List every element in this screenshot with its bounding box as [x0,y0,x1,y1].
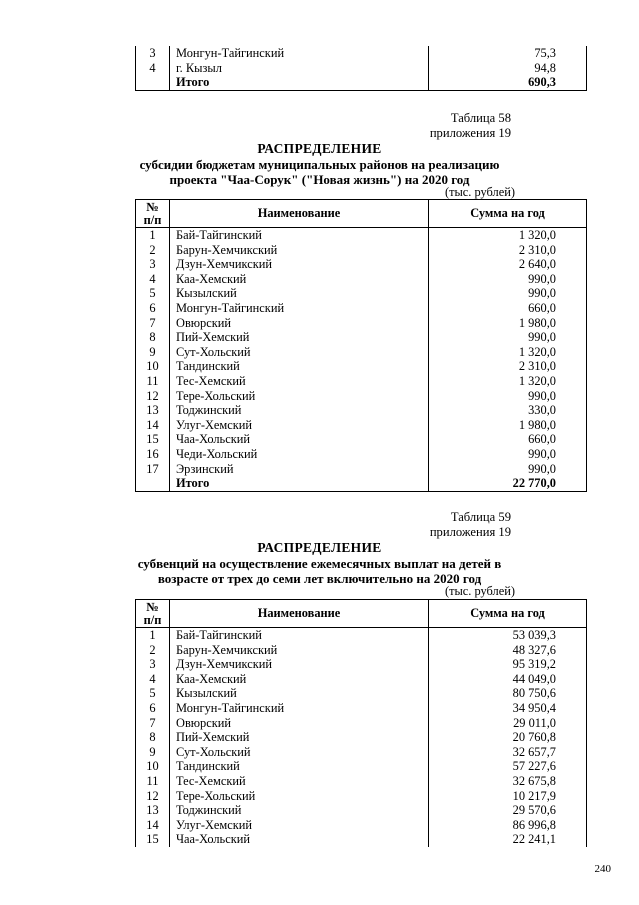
row-number: 8 [136,330,170,345]
row-name: Тес-Хемский [170,774,429,789]
table-row [136,316,587,331]
row-number: 7 [136,316,170,331]
table-subtitle-line-2: проекта "Чаа-Сорук" ("Новая жизнь") на 2020 год [169,172,470,187]
table-row [136,61,587,76]
table-row [136,447,587,462]
table-row [136,701,587,716]
row-sum: 22 770,0 [429,476,587,491]
row-name: Каа-Хемский [170,672,429,687]
row-number: 1 [136,228,170,243]
row-name: Сут-Хольский [170,345,429,360]
row-number [136,75,170,90]
table-row [136,389,587,404]
total-row [136,476,587,491]
row-sum: 660,0 [429,301,587,316]
row-sum: 32 657,7 [429,745,587,760]
table-row [136,243,587,258]
row-number: 12 [136,389,170,404]
row-sum: 44 049,0 [429,672,587,687]
table-body [136,228,587,492]
row-sum: 53 039,3 [429,628,587,643]
table-row [136,716,587,731]
table-heading [0,141,639,188]
row-number: 13 [136,403,170,418]
row-number: 5 [136,686,170,701]
row-number: 3 [136,657,170,672]
continued-table [135,46,587,91]
table-row [136,730,587,745]
table-title: РАСПРЕДЕЛЕНИЕ [257,141,382,156]
row-number: 16 [136,447,170,462]
row-name: Тес-Хемский [170,374,429,389]
row-name: г. Кызыл [170,61,429,76]
row-sum: 22 241,1 [429,832,587,847]
header-number-text: № п/п [143,199,162,227]
row-name: Кызылский [170,286,429,301]
row-sum: 990,0 [429,389,587,404]
row-name: Тандинский [170,759,429,774]
row-name: Пий-Хемский [170,330,429,345]
total-row [136,75,587,90]
row-name: Дзун-Хемчикский [170,657,429,672]
row-name: Бай-Тайгинский [170,228,429,243]
header-sum: Сумма на год [429,200,587,228]
header-sum: Сумма на год [429,600,587,628]
row-sum: 1 320,0 [429,374,587,389]
table-header [136,600,587,628]
table-row [136,272,587,287]
row-sum: 48 327,6 [429,643,587,658]
table-body [136,628,587,847]
table-row [136,257,587,272]
row-sum: 29 011,0 [429,716,587,731]
table-subtitle-line-1: субсидии бюджетам муниципальных районов на реализацию [139,156,500,172]
row-name: Каа-Хемский [170,272,429,287]
table-row [136,643,587,658]
table-number: Таблица 58 [450,111,511,125]
row-number: 14 [136,818,170,833]
row-name: Тере-Хольский [170,389,429,404]
row-name: Барун-Хемчикский [170,243,429,258]
row-sum: 330,0 [429,403,587,418]
row-number: 11 [136,374,170,389]
row-name: Монгун-Тайгинский [170,701,429,716]
row-name: Тоджинский [170,403,429,418]
subvention-table [135,599,587,847]
row-name: Чеди-Хольский [170,447,429,462]
units-label: (тыс. рублей) [444,584,515,598]
row-number: 5 [136,286,170,301]
row-number: 6 [136,301,170,316]
row-number: 15 [136,432,170,447]
row-number: 15 [136,832,170,847]
table-row [136,418,587,433]
table-row [136,759,587,774]
table-body [136,46,587,90]
row-number: 14 [136,418,170,433]
appendix-reference: приложения 19 [429,126,511,140]
row-number: 12 [136,789,170,804]
row-number: 2 [136,643,170,658]
header-name: Наименование [170,600,429,628]
table-subtitle-line-2: возрасте от трех до семи лет включительно на 2020 год [157,571,482,586]
row-number: 3 [136,257,170,272]
table-row [136,774,587,789]
row-sum: 86 996,8 [429,818,587,833]
row-name: Улуг-Хемский [170,818,429,833]
row-name: Овюрский [170,716,429,731]
row-number: 9 [136,345,170,360]
row-sum: 990,0 [429,447,587,462]
row-number: 9 [136,745,170,760]
row-name: Итого [170,476,429,491]
row-sum: 990,0 [429,272,587,287]
row-name: Улуг-Хемский [170,418,429,433]
row-sum: 2 310,0 [429,243,587,258]
table-row [136,46,587,61]
table-row [136,628,587,643]
row-sum: 990,0 [429,330,587,345]
row-name: Барун-Хемчикский [170,643,429,658]
page-number: 240 [594,863,611,875]
row-name: Овюрский [170,316,429,331]
table-row [136,403,587,418]
table-reference [430,111,511,141]
row-name: Тандинский [170,359,429,374]
row-name: Итого [170,75,429,90]
row-number: 17 [136,462,170,477]
table-header [136,200,587,228]
row-sum: 95 319,2 [429,657,587,672]
header-name: Наименование [170,200,429,228]
row-sum: 2 640,0 [429,257,587,272]
table-row [136,432,587,447]
appendix-reference: приложения 19 [429,525,511,539]
row-number [136,476,170,491]
row-number: 11 [136,774,170,789]
table-row [136,745,587,760]
row-name: Пий-Хемский [170,730,429,745]
row-number: 8 [136,730,170,745]
row-sum: 57 227,6 [429,759,587,774]
row-number: 7 [136,716,170,731]
table-row [136,374,587,389]
header-number-text: № п/п [143,599,162,627]
table-row [136,462,587,477]
row-name: Сут-Хольский [170,745,429,760]
row-sum: 10 217,9 [429,789,587,804]
row-number: 1 [136,628,170,643]
units-label: (тыс. рублей) [444,185,515,199]
row-name: Кызылский [170,686,429,701]
row-number: 10 [136,759,170,774]
table-row [136,672,587,687]
row-sum: 690,3 [429,75,587,90]
table-row [136,657,587,672]
row-sum: 1 320,0 [429,228,587,243]
row-sum: 75,3 [429,46,587,61]
header-number [136,200,170,228]
table-row [136,789,587,804]
row-number: 6 [136,701,170,716]
row-sum: 94,8 [429,61,587,76]
table-row [136,286,587,301]
header-number [136,600,170,628]
row-number: 13 [136,803,170,818]
row-sum: 29 570,6 [429,803,587,818]
table-row [136,330,587,345]
table-row [136,818,587,833]
row-number: 4 [136,272,170,287]
row-name: Монгун-Тайгинский [170,46,429,61]
row-sum: 1 980,0 [429,418,587,433]
row-name: Монгун-Тайгинский [170,301,429,316]
row-sum: 80 750,6 [429,686,587,701]
row-name: Чаа-Хольский [170,832,429,847]
row-name: Чаа-Хольский [170,432,429,447]
table-row [136,686,587,701]
row-name: Бай-Тайгинский [170,628,429,643]
row-sum: 660,0 [429,432,587,447]
table-reference [430,510,511,540]
row-name: Дзун-Хемчикский [170,257,429,272]
row-number: 2 [136,243,170,258]
row-number: 4 [136,672,170,687]
row-name: Тере-Хольский [170,789,429,804]
table-row [136,228,587,243]
row-sum: 1 980,0 [429,316,587,331]
table-number: Таблица 59 [450,510,511,524]
subsidy-table [135,199,587,492]
table-heading [0,540,639,587]
row-sum: 2 310,0 [429,359,587,374]
row-sum: 20 760,8 [429,730,587,745]
table-title: РАСПРЕДЕЛЕНИЕ [257,540,382,555]
row-name: Эрзинский [170,462,429,477]
row-number: 10 [136,359,170,374]
row-number: 4 [136,61,170,76]
table-row [136,359,587,374]
table-row [136,301,587,316]
table-row [136,832,587,847]
row-number: 3 [136,46,170,61]
row-sum: 990,0 [429,286,587,301]
row-name: Тоджинский [170,803,429,818]
row-sum: 32 675,8 [429,774,587,789]
row-sum: 34 950,4 [429,701,587,716]
row-sum: 1 320,0 [429,345,587,360]
table-row [136,803,587,818]
table-subtitle-line-1: субвенций на осуществление ежемесячных выплат на детей в [137,555,502,571]
row-sum: 990,0 [429,462,587,477]
table-row [136,345,587,360]
